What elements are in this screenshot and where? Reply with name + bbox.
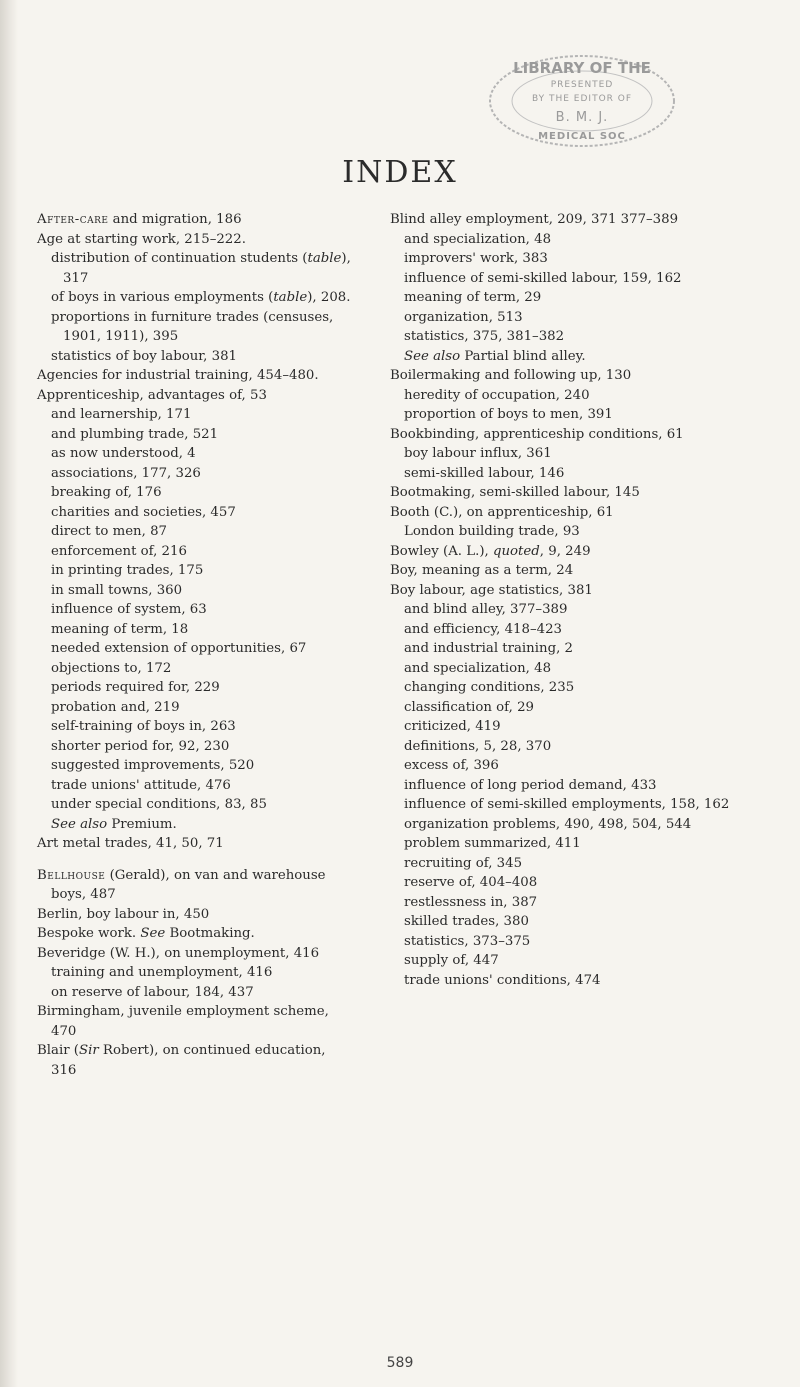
entry-text: Blair ( <box>37 1043 79 1058</box>
entry-text: as now understood, 4 <box>51 446 196 461</box>
index-subentry <box>37 983 352 1003</box>
page-edge-shadow <box>0 0 18 1387</box>
entry-text: and learnership, 171 <box>51 407 192 422</box>
library-stamp <box>482 52 682 150</box>
index-entry <box>390 503 740 523</box>
index-subentry <box>37 795 352 815</box>
index-subentry <box>37 620 352 640</box>
entry-text: Bespoke work. <box>37 926 141 941</box>
entry-text: problem summarized, 411 <box>404 836 581 851</box>
index-column-right <box>390 210 740 990</box>
index-subentry <box>37 503 352 523</box>
entry-text: influence of semi-skilled employments, 158, 162 <box>404 797 730 812</box>
entry-text: needed extension of opportunities, 67 <box>51 641 307 656</box>
entry-italic: table <box>273 290 308 305</box>
entry-text: Bowley (A. L.), <box>390 543 493 559</box>
entry-text: self-training of boys in, 263 <box>51 719 236 734</box>
index-subentry <box>37 756 352 776</box>
index-entry <box>37 366 352 386</box>
entry-text: Bookbinding, apprenticeship conditions, 61 <box>390 426 684 442</box>
index-entry <box>390 366 740 386</box>
entry-text: suggested improvements, 520 <box>51 758 255 773</box>
entry-italic: quoted <box>492 543 540 559</box>
index-subentry <box>37 542 352 562</box>
entry-text: Beveridge (W. H.), on unemployment, 416 <box>37 945 320 961</box>
entry-italic: See <box>140 926 166 941</box>
index-entry <box>37 905 352 925</box>
index-subentry <box>390 795 740 815</box>
entry-text-after: Robert), on continued education, 316 <box>51 1043 326 1078</box>
entry-italic: Sir <box>78 1043 99 1058</box>
entry-text: definitions, 5, 28, 370 <box>404 738 552 754</box>
entry-text: statistics, 373–375 <box>404 933 531 949</box>
index-entry <box>37 1002 352 1041</box>
entry-text: Art metal trades, 41, 50, 71 <box>37 836 224 851</box>
entry-text: training and unemployment, 416 <box>51 965 273 980</box>
entry-text: Age at starting work, 215–222. <box>37 231 246 247</box>
index-subentry <box>37 659 352 679</box>
entry-text: statistics, 375, 381–382 <box>404 329 565 344</box>
entry-text: associations, 177, 326 <box>51 465 201 481</box>
entry-text: organization problems, 490, 498, 504, 544 <box>404 816 692 832</box>
index-entry <box>390 581 740 601</box>
index-subentry <box>37 963 352 983</box>
index-entry <box>37 230 352 250</box>
index-subentry <box>37 483 352 503</box>
entry-text: Agencies for industrial training, 454–480. <box>37 368 319 383</box>
entry-text-after: ), 208. <box>307 290 351 305</box>
index-entry <box>37 834 352 854</box>
index-subentry <box>37 522 352 542</box>
index-subentry <box>390 230 740 250</box>
entry-text: in printing trades, 175 <box>51 563 204 578</box>
index-entry <box>37 386 352 406</box>
entry-text: reserve of, 404–408 <box>404 875 538 890</box>
index-entry <box>390 425 740 445</box>
index-subentry <box>390 776 740 796</box>
index-subentry <box>390 269 740 289</box>
entry-text: Premium. <box>107 816 177 832</box>
entry-text: boy labour influx, 361 <box>404 446 552 461</box>
stamp-line-4: B. M. J. <box>555 110 609 125</box>
entry-text: influence of semi-skilled labour, 159, 162 <box>404 270 682 286</box>
index-subentry <box>390 659 740 679</box>
index-subentry <box>390 444 740 464</box>
index-subentry <box>390 854 740 874</box>
index-subentry <box>390 249 740 269</box>
entry-text: (Gerald), on van and warehouse boys, 487 <box>51 867 326 902</box>
index-subentry <box>390 912 740 932</box>
index-subentry <box>37 561 352 581</box>
index-entry <box>390 483 740 503</box>
entry-text: changing conditions, 235 <box>404 680 575 695</box>
entry-text: and industrial training, 2 <box>404 641 573 656</box>
entry-text: influence of system, 63 <box>51 602 207 617</box>
entry-text: recruiting of, 345 <box>404 855 523 871</box>
index-entry <box>390 542 740 562</box>
entry-lead: After-care <box>37 212 109 227</box>
entry-text: influence of long period demand, 433 <box>404 777 657 793</box>
index-entry <box>37 1041 352 1080</box>
entry-lead: Bellhouse <box>37 867 106 883</box>
entry-text: in small towns, 360 <box>51 582 183 598</box>
entry-text: Birmingham, juvenile employment scheme, 470 <box>37 1004 329 1039</box>
entry-text: statistics of boy labour, 381 <box>51 348 238 364</box>
index-subentry <box>390 678 740 698</box>
index-entry <box>390 561 740 581</box>
index-subentry <box>390 698 740 718</box>
entry-text: improvers' work, 383 <box>404 251 548 266</box>
entry-text: and migration, 186 <box>108 212 242 227</box>
index-subentry <box>390 327 740 347</box>
entry-text: meaning of term, 29 <box>404 290 542 305</box>
index-column-left <box>37 210 352 1080</box>
stamp-line-3: BY THE EDITOR OF <box>531 94 633 104</box>
entry-text: of boys in various employments ( <box>51 290 274 305</box>
index-subentry <box>390 971 740 991</box>
entry-text: and blind alley, 377–389 <box>404 602 568 617</box>
entry-text: Boilermaking and following up, 130 <box>390 368 632 383</box>
entry-text: and specialization, 48 <box>404 231 552 247</box>
entry-text-after: Bootmaking. <box>165 926 255 941</box>
index-entry <box>37 924 352 944</box>
entry-text: proportions in furniture trades (censuses, 1901, 1911), 395 <box>51 309 334 344</box>
index-subentry <box>390 951 740 971</box>
index-subentry <box>37 815 352 835</box>
index-subentry <box>37 347 352 367</box>
index-subentry <box>37 444 352 464</box>
index-subentry <box>37 405 352 425</box>
entry-text: skilled trades, 380 <box>404 914 529 929</box>
index-subentry <box>37 678 352 698</box>
index-subentry <box>37 464 352 484</box>
stamp-line-1: LIBRARY OF THE <box>513 59 651 77</box>
index-subentry <box>37 776 352 796</box>
index-subentry <box>390 522 740 542</box>
index-subentry <box>390 717 740 737</box>
index-subentry <box>390 405 740 425</box>
entry-text: meaning of term, 18 <box>51 621 189 637</box>
entry-text: heredity of occupation, 240 <box>404 387 590 403</box>
index-subentry <box>390 834 740 854</box>
index-subentry <box>37 717 352 737</box>
entry-text: direct to men, 87 <box>51 524 167 539</box>
index-subentry <box>390 620 740 640</box>
index-subentry <box>390 737 740 757</box>
stamp-line-2: PRESENTED <box>550 80 614 90</box>
entry-text: Partial blind alley. <box>460 348 586 364</box>
index-subentry <box>390 815 740 835</box>
index-subentry <box>390 932 740 952</box>
entry-text: trade unions' attitude, 476 <box>51 777 231 793</box>
entry-text: proportion of boys to men, 391 <box>404 407 613 422</box>
entry-text: restlessness in, 387 <box>404 894 538 910</box>
entry-text: enforcement of, 216 <box>51 543 187 559</box>
entry-text: Blind alley employment, 209, 371 377–389 <box>390 212 679 227</box>
entry-text: trade unions' conditions, 474 <box>404 972 601 988</box>
index-subentry <box>37 737 352 757</box>
entry-text: Berlin, boy labour in, 450 <box>37 906 210 922</box>
index-subentry <box>37 288 352 308</box>
index-subentry <box>390 893 740 913</box>
entry-text: Apprenticeship, advantages of, 53 <box>37 387 267 403</box>
entry-text: organization, 513 <box>404 309 523 325</box>
index-subentry <box>390 464 740 484</box>
entry-text: London building trade, 93 <box>404 524 580 539</box>
index-subentry <box>390 600 740 620</box>
entry-text: excess of, 396 <box>404 758 499 773</box>
cross-reference: See also <box>404 348 461 364</box>
page-title: INDEX <box>342 155 458 190</box>
entry-text: classification of, 29 <box>404 699 534 715</box>
page-number: 589 <box>386 1355 414 1371</box>
index-subentry <box>37 581 352 601</box>
cross-reference: See also <box>51 816 108 832</box>
index-subentry <box>390 639 740 659</box>
entry-text: shorter period for, 92, 230 <box>51 738 230 754</box>
entry-text: and efficiency, 418–423 <box>404 621 562 637</box>
entry-text: Boy, meaning as a term, 24 <box>390 563 574 578</box>
index-subentry <box>390 873 740 893</box>
entry-text-after: ), 317 <box>63 251 351 286</box>
index-subentry <box>390 347 740 367</box>
entry-text: periods required for, 229 <box>51 680 220 695</box>
index-subentry <box>37 639 352 659</box>
index-subentry <box>390 386 740 406</box>
entry-text: Booth (C.), on apprenticeship, 61 <box>390 504 614 520</box>
index-entry <box>390 210 740 230</box>
entry-text: distribution of continuation students ( <box>51 251 308 266</box>
entry-text: probation and, 219 <box>51 699 180 715</box>
index-subentry <box>37 308 352 347</box>
index-subentry <box>37 698 352 718</box>
entry-text: and specialization, 48 <box>404 660 552 676</box>
entry-text: breaking of, 176 <box>51 485 162 500</box>
entry-text: under special conditions, 83, 85 <box>51 797 267 812</box>
index-subentry <box>37 600 352 620</box>
index-entry <box>37 866 352 905</box>
stamp-line-5: MEDICAL SOC <box>538 131 626 142</box>
entry-text: objections to, 172 <box>51 660 172 676</box>
index-subentry <box>390 288 740 308</box>
index-subentry <box>390 308 740 328</box>
index-entry <box>37 944 352 964</box>
entry-text: criticized, 419 <box>404 719 501 734</box>
entry-text: on reserve of labour, 184, 437 <box>51 984 254 1000</box>
entry-text: Boy labour, age statistics, 381 <box>390 582 593 598</box>
index-entry <box>37 210 352 230</box>
entry-text: semi-skilled labour, 146 <box>404 465 565 481</box>
entry-text: Bootmaking, semi-skilled labour, 145 <box>390 485 640 500</box>
index-subentry <box>390 756 740 776</box>
entry-text-after: , 9, 249 <box>539 543 591 559</box>
entry-text: and plumbing trade, 521 <box>51 426 219 442</box>
entry-italic: table <box>307 251 342 266</box>
entry-text: supply of, 447 <box>404 953 499 968</box>
entry-text: charities and societies, 457 <box>51 504 236 520</box>
index-subentry <box>37 249 352 288</box>
index-subentry <box>37 425 352 445</box>
